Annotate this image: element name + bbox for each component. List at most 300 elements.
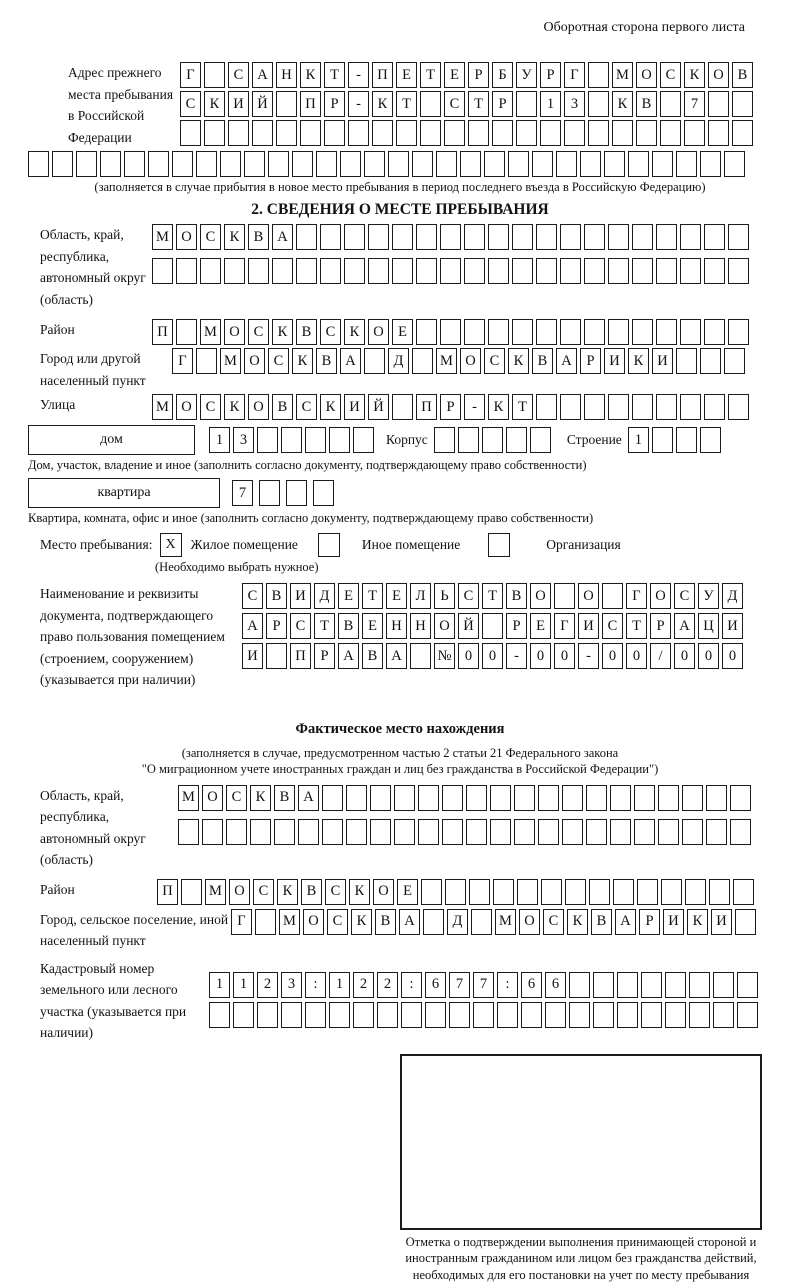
form-page <box>0 20 800 1200</box>
char-cell: Р <box>506 613 527 639</box>
apartment-type-box: квартира <box>28 478 220 508</box>
char-cell <box>617 972 638 998</box>
char-cell: У <box>698 583 719 609</box>
char-cell <box>608 224 629 250</box>
char-cell-row <box>231 909 756 935</box>
char-cell <box>497 1002 518 1028</box>
street-label: Улица <box>40 394 152 416</box>
char-cell <box>416 224 437 250</box>
char-cell: М <box>152 224 173 250</box>
char-cell <box>490 785 511 811</box>
char-cell: К <box>349 879 370 905</box>
char-cell: С <box>242 583 263 609</box>
char-cell <box>329 427 350 453</box>
char-cell: К <box>272 319 293 345</box>
cadastral-label: Кадастровый номер земельного или лесного участка (указывается при наличии) <box>40 958 209 1044</box>
char-cell <box>637 879 658 905</box>
actual-district-field <box>40 879 800 905</box>
char-cell <box>660 91 681 117</box>
char-cell <box>704 258 725 284</box>
char-cell: К <box>292 348 313 374</box>
char-cell <box>442 819 463 845</box>
char-cell <box>514 785 535 811</box>
char-cell: 0 <box>458 643 479 669</box>
char-cell-row <box>152 319 749 345</box>
char-cell: Р <box>468 62 489 88</box>
char-cell <box>370 785 391 811</box>
char-cell <box>554 583 575 609</box>
char-cell <box>530 427 551 453</box>
char-cell: О <box>176 394 197 420</box>
char-cell: В <box>266 583 287 609</box>
char-cell <box>281 427 302 453</box>
char-cell <box>364 151 385 177</box>
char-cell <box>569 972 590 998</box>
char-cell <box>464 319 485 345</box>
stamp-box <box>400 1054 762 1230</box>
char-cell: 6 <box>425 972 446 998</box>
document-field <box>40 583 800 691</box>
char-cell <box>152 258 173 284</box>
char-cell <box>346 785 367 811</box>
char-cell: Т <box>626 613 647 639</box>
char-cell <box>466 819 487 845</box>
char-cell: Е <box>397 879 418 905</box>
char-cell <box>488 319 509 345</box>
house-type-box: дом <box>28 425 195 455</box>
char-cell <box>372 120 393 146</box>
char-cell: М <box>220 348 241 374</box>
char-cell <box>266 643 287 669</box>
char-cell: П <box>300 91 321 117</box>
char-cell: С <box>674 583 695 609</box>
char-cell: М <box>279 909 300 935</box>
char-cell <box>728 319 749 345</box>
char-cell: О <box>530 583 551 609</box>
char-cell <box>580 151 601 177</box>
char-cell <box>680 258 701 284</box>
actual-location-note-2: "О миграционном учете иностранных граждан и лиц без гражданства в Российской Федерации") <box>0 762 800 777</box>
char-cell <box>401 1002 422 1028</box>
char-cell: О <box>176 224 197 250</box>
char-cell <box>564 120 585 146</box>
char-cell: 0 <box>482 643 503 669</box>
char-cell: - <box>506 643 527 669</box>
char-cell: П <box>416 394 437 420</box>
char-cell <box>178 819 199 845</box>
char-cell <box>562 819 583 845</box>
char-cell: Т <box>482 583 503 609</box>
char-cell <box>196 151 217 177</box>
char-cell: С <box>268 348 289 374</box>
char-cell <box>610 785 631 811</box>
previous-address-note: (заполняется в случае прибытия в новое место пребывания в период последнего въезда в Российскую Федерацию) <box>0 180 800 195</box>
char-cell: Н <box>410 613 431 639</box>
char-cell <box>436 151 457 177</box>
char-cell: О <box>229 879 250 905</box>
char-cell <box>224 258 245 284</box>
char-cell <box>706 819 727 845</box>
char-cell: А <box>252 62 273 88</box>
char-cell: Т <box>468 91 489 117</box>
char-cell <box>377 1002 398 1028</box>
char-cell <box>276 91 297 117</box>
char-cell: И <box>290 583 311 609</box>
char-cell <box>176 258 197 284</box>
char-cell <box>536 224 557 250</box>
char-cell <box>538 819 559 845</box>
stay-type-label: Место пребывания: <box>40 537 153 553</box>
char-cell: С <box>253 879 274 905</box>
char-cell: К <box>320 394 341 420</box>
char-cell <box>316 151 337 177</box>
char-cell: О <box>224 319 245 345</box>
char-cell <box>492 120 513 146</box>
char-cell: В <box>532 348 553 374</box>
char-cell <box>706 785 727 811</box>
char-cell <box>656 258 677 284</box>
char-cell <box>204 62 225 88</box>
char-cell <box>730 819 751 845</box>
char-cell <box>532 151 553 177</box>
char-cell <box>676 427 697 453</box>
char-cell: 7 <box>232 480 253 506</box>
char-cell <box>272 258 293 284</box>
char-cell <box>604 151 625 177</box>
char-cell: К <box>567 909 588 935</box>
char-cell <box>737 1002 758 1028</box>
region-grid <box>152 224 749 284</box>
char-cell <box>248 258 269 284</box>
char-cell <box>329 1002 350 1028</box>
char-cell <box>636 120 657 146</box>
char-cell: В <box>732 62 753 88</box>
char-cell: 3 <box>564 91 585 117</box>
char-cell: Д <box>388 348 409 374</box>
char-cell <box>536 258 557 284</box>
char-cell: Н <box>276 62 297 88</box>
char-cell <box>516 91 537 117</box>
char-cell: А <box>338 643 359 669</box>
char-cell: 6 <box>521 972 542 998</box>
char-cell <box>124 151 145 177</box>
char-cell: К <box>628 348 649 374</box>
char-cell-row <box>242 613 743 639</box>
char-cell <box>458 427 479 453</box>
char-cell <box>560 394 581 420</box>
option-other-premise-label: Иное помещение <box>362 537 460 553</box>
char-cell <box>416 258 437 284</box>
actual-region-label: Область, край, республика, автономный округ (область) <box>40 785 178 871</box>
char-cell: 2 <box>377 972 398 998</box>
char-cell <box>628 151 649 177</box>
char-cell-row <box>152 258 749 284</box>
actual-district-label: Район <box>40 879 157 901</box>
char-cell: М <box>495 909 516 935</box>
char-cell <box>545 1002 566 1028</box>
house-number-cells <box>209 427 374 453</box>
char-cell: 0 <box>674 643 695 669</box>
char-cell <box>468 120 489 146</box>
char-cell: Е <box>396 62 417 88</box>
korpus-cells <box>434 427 551 453</box>
char-cell: 1 <box>209 427 230 453</box>
char-cell <box>488 224 509 250</box>
char-cell <box>257 427 278 453</box>
checkbox-organization <box>488 533 510 557</box>
char-cell <box>392 224 413 250</box>
char-cell: Е <box>338 583 359 609</box>
char-cell <box>682 819 703 845</box>
char-cell: К <box>250 785 271 811</box>
char-cell: 2 <box>257 972 278 998</box>
char-cell: Р <box>266 613 287 639</box>
char-cell: О <box>519 909 540 935</box>
char-cell: 1 <box>628 427 649 453</box>
apartment-number-cells <box>232 480 334 506</box>
char-cell <box>76 151 97 177</box>
char-cell: С <box>228 62 249 88</box>
char-cell: Б <box>492 62 513 88</box>
char-cell: О <box>460 348 481 374</box>
char-cell: А <box>674 613 695 639</box>
char-cell: В <box>272 394 293 420</box>
char-cell <box>728 394 749 420</box>
char-cell: В <box>274 785 295 811</box>
char-cell: М <box>612 62 633 88</box>
char-cell: Й <box>252 91 273 117</box>
char-cell <box>508 151 529 177</box>
char-cell: М <box>200 319 221 345</box>
char-cell: И <box>652 348 673 374</box>
char-cell: С <box>543 909 564 935</box>
char-cell <box>713 1002 734 1028</box>
char-cell <box>556 151 577 177</box>
char-cell <box>200 258 221 284</box>
char-cell <box>689 972 710 998</box>
char-cell: : <box>305 972 326 998</box>
actual-region-field <box>40 785 800 871</box>
char-cell <box>322 819 343 845</box>
char-cell: Т <box>420 62 441 88</box>
char-cell <box>704 394 725 420</box>
char-cell: 0 <box>602 643 623 669</box>
actual-city-field <box>40 909 800 952</box>
actual-city-label: Город, сельское поселение, иной населенный пункт <box>40 909 231 952</box>
char-cell <box>412 151 433 177</box>
char-cell <box>490 819 511 845</box>
char-cell: П <box>372 62 393 88</box>
char-cell: 7 <box>449 972 470 998</box>
char-cell <box>259 480 280 506</box>
char-cell <box>416 319 437 345</box>
char-cell <box>586 785 607 811</box>
char-cell <box>700 348 721 374</box>
actual-region-grid <box>178 785 751 845</box>
char-cell <box>292 151 313 177</box>
char-cell <box>536 394 557 420</box>
char-cell <box>634 819 655 845</box>
char-cell: М <box>152 394 173 420</box>
char-cell: О <box>202 785 223 811</box>
char-cell <box>100 151 121 177</box>
cadastral-field <box>40 958 800 1044</box>
char-cell <box>521 1002 542 1028</box>
char-cell <box>682 785 703 811</box>
char-cell: Г <box>180 62 201 88</box>
char-cell: О <box>578 583 599 609</box>
char-cell <box>180 120 201 146</box>
char-cell-row <box>172 348 745 374</box>
char-cell: С <box>327 909 348 935</box>
char-cell <box>704 224 725 250</box>
char-cell <box>704 319 725 345</box>
char-cell: И <box>722 613 743 639</box>
char-cell <box>565 879 586 905</box>
char-cell: П <box>290 643 311 669</box>
char-cell: И <box>663 909 684 935</box>
document-grid <box>242 583 743 669</box>
char-cell <box>425 1002 446 1028</box>
char-cell <box>708 120 729 146</box>
char-cell: И <box>228 91 249 117</box>
char-cell <box>444 120 465 146</box>
char-cell <box>641 1002 662 1028</box>
char-cell: Й <box>368 394 389 420</box>
char-cell <box>632 319 653 345</box>
char-cell: 1 <box>233 972 254 998</box>
char-cell <box>440 258 461 284</box>
char-cell: С <box>200 224 221 250</box>
char-cell <box>196 348 217 374</box>
char-cell <box>250 819 271 845</box>
char-cell: 3 <box>233 427 254 453</box>
char-cell <box>353 427 374 453</box>
char-cell: 1 <box>209 972 230 998</box>
char-cell: О <box>248 394 269 420</box>
char-cell: В <box>636 91 657 117</box>
char-cell <box>612 120 633 146</box>
page-side-note: Оборотная сторона первого листа <box>0 20 745 36</box>
char-cell <box>296 224 317 250</box>
char-cell: К <box>508 348 529 374</box>
char-cell <box>569 1002 590 1028</box>
char-cell <box>226 819 247 845</box>
char-cell: Т <box>362 583 383 609</box>
char-cell <box>286 480 307 506</box>
char-cell <box>348 120 369 146</box>
char-cell: О <box>636 62 657 88</box>
char-cell: С <box>458 583 479 609</box>
char-cell: 1 <box>540 91 561 117</box>
char-cell <box>514 819 535 845</box>
char-cell <box>394 819 415 845</box>
district-field <box>40 319 800 345</box>
char-cell <box>172 151 193 177</box>
char-cell <box>274 819 295 845</box>
char-cell: Г <box>172 348 193 374</box>
char-cell <box>512 224 533 250</box>
char-cell <box>735 909 756 935</box>
char-cell <box>276 120 297 146</box>
char-cell: С <box>602 613 623 639</box>
char-cell <box>632 258 653 284</box>
char-cell <box>658 785 679 811</box>
previous-address-overflow-row <box>28 151 800 177</box>
char-cell <box>52 151 73 177</box>
char-cell <box>466 785 487 811</box>
stamp-caption: Отметка о подтверждении выполнения принимающей стороной и иностранным гражданином или лицом без гражданства действий, необходимых для его постановки на учет по месту пребывания <box>400 1234 762 1283</box>
char-cell: И <box>242 643 263 669</box>
stroenie-cells <box>628 427 721 453</box>
char-cell <box>737 972 758 998</box>
char-cell: Й <box>458 613 479 639</box>
char-cell: А <box>399 909 420 935</box>
char-cell: О <box>303 909 324 935</box>
char-cell: А <box>556 348 577 374</box>
char-cell: М <box>178 785 199 811</box>
char-cell <box>680 394 701 420</box>
char-cell <box>560 224 581 250</box>
char-cell: - <box>348 62 369 88</box>
char-cell <box>464 258 485 284</box>
char-cell <box>434 427 455 453</box>
char-cell: К <box>488 394 509 420</box>
char-cell <box>305 427 326 453</box>
char-cell <box>281 1002 302 1028</box>
char-cell <box>257 1002 278 1028</box>
char-cell: А <box>386 643 407 669</box>
char-cell: Г <box>231 909 252 935</box>
section2-title: 2. СВЕДЕНИЯ О МЕСТЕ ПРЕБЫВАНИЯ <box>0 201 800 219</box>
char-cell <box>482 427 503 453</box>
char-cell: К <box>684 62 705 88</box>
char-cell <box>610 819 631 845</box>
char-cell <box>652 151 673 177</box>
char-cell: К <box>372 91 393 117</box>
char-cell <box>344 258 365 284</box>
char-cell <box>708 91 729 117</box>
char-cell <box>560 258 581 284</box>
char-cell <box>584 224 605 250</box>
checkbox-residential: X <box>160 533 182 557</box>
char-cell: 0 <box>722 643 743 669</box>
char-cell: Т <box>396 91 417 117</box>
char-cell: К <box>204 91 225 117</box>
char-cell: П <box>152 319 173 345</box>
char-cell: С <box>320 319 341 345</box>
char-cell <box>656 394 677 420</box>
stamp-area <box>400 1054 762 1283</box>
char-cell: А <box>242 613 263 639</box>
char-cell: И <box>578 613 599 639</box>
char-cell <box>656 319 677 345</box>
char-cell <box>322 785 343 811</box>
char-cell-row <box>209 1002 758 1028</box>
char-cell: О <box>650 583 671 609</box>
char-cell <box>584 394 605 420</box>
char-cell: С <box>444 91 465 117</box>
char-cell <box>392 258 413 284</box>
char-cell: Р <box>540 62 561 88</box>
region-label: Область, край, республика, автономный округ (область) <box>40 224 152 310</box>
previous-address-label: Адрес прежнего места пребывания в Российской Федерации <box>68 62 180 148</box>
char-cell: И <box>711 909 732 935</box>
char-cell <box>482 613 503 639</box>
char-cell: / <box>650 643 671 669</box>
char-cell <box>733 879 754 905</box>
char-cell: Е <box>530 613 551 639</box>
